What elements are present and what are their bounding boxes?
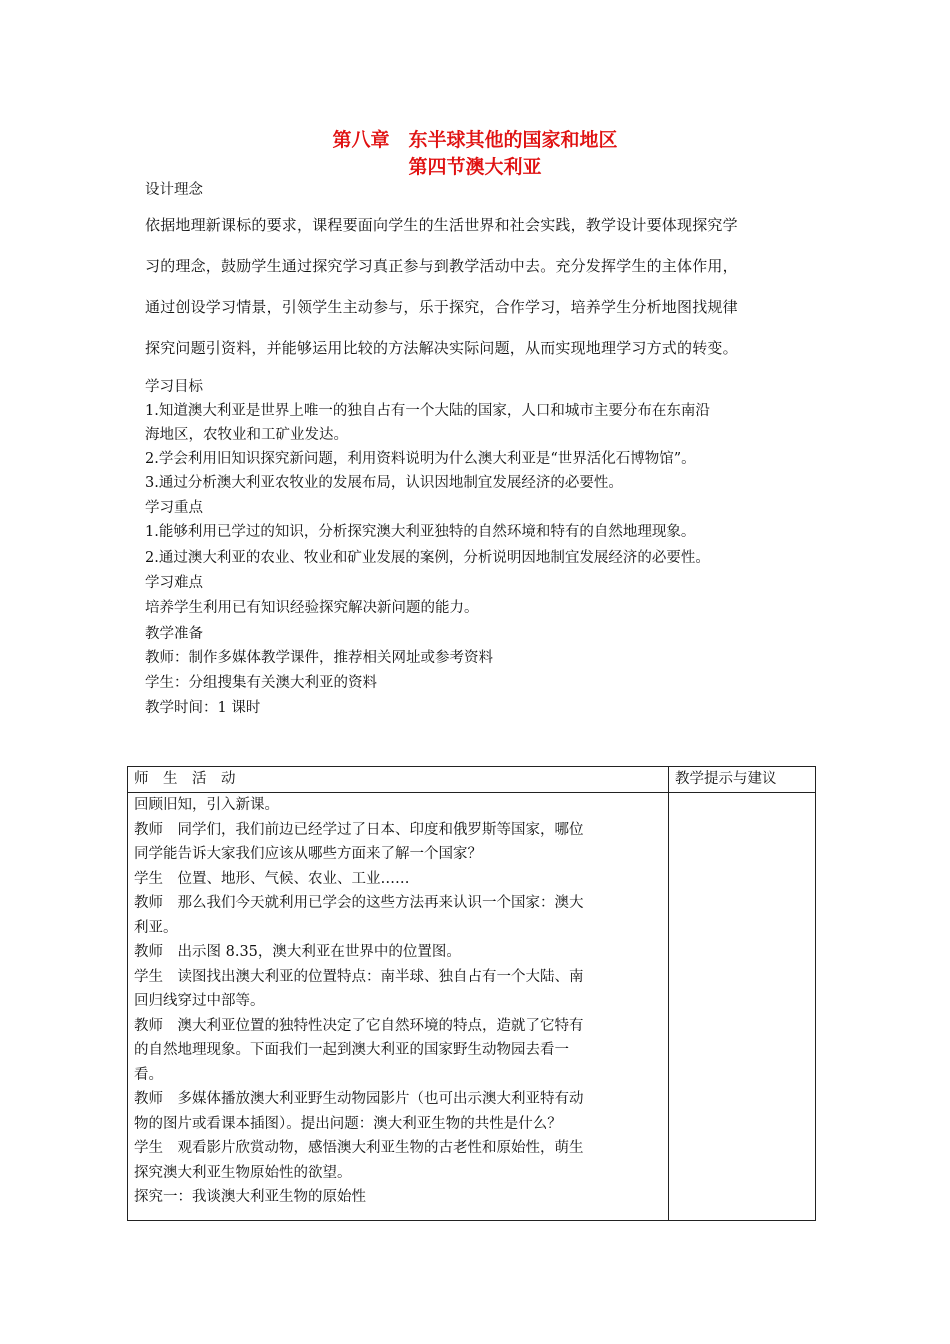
activity-line: 利亚。 xyxy=(134,919,178,936)
key-points-heading: 学习重点 xyxy=(145,500,203,516)
activity-line: 物的图片或看课本插图）。提出问题：澳大利亚生物的共性是什么？ xyxy=(134,1115,562,1132)
activity-line: 学生 观看影片欣赏动物，感悟澳大利亚生物的古老性和原始性，萌生 xyxy=(134,1140,584,1156)
chapter-title: 第八章 东半球其他的国家和地区 xyxy=(332,129,618,151)
activity-line: 教师 出示图 8.35，澳大利亚在世界中的位置图。 xyxy=(134,944,461,960)
activity-line: 学生 位置、地形、气候、农业、工业…… xyxy=(134,870,410,887)
design-concept-line: 习的理念，鼓励学生通过探究学习真正参与到教学活动中去。充分发挥学生的主体作用， xyxy=(145,257,738,275)
key-point-line: 1.能够利用已学过的知识，分析探究澳大利亚独特的自然环境和特有的自然地理现象。 xyxy=(145,524,696,540)
activity-line: 教师 澳大利亚位置的独特性决定了它自然环境的特点，造就了它特有 xyxy=(134,1017,584,1034)
preparation-line: 教师：制作多媒体教学课件，推荐相关网址或参考资料 xyxy=(145,650,493,666)
design-concept-line: 依据地理新课标的要求，课程要面向学生的生活世界和社会实践，教学设计要体现探究学 xyxy=(145,216,738,234)
activity-line: 探究澳大利亚生物原始性的欲望。 xyxy=(134,1164,352,1181)
objective-line: 2.学会利用旧知识探究新问题，利用资料说明为什么澳大利亚是“世界活化石博物馆”。 xyxy=(145,451,696,467)
activities-cell xyxy=(128,793,669,1221)
design-concept-line: 通过创设学习情景，引领学生主动参与，乐于探究，合作学习，培养学生分析地图找规律 xyxy=(145,298,738,316)
suggestions-header: 教学提示与建议 xyxy=(669,767,816,793)
lesson-time: 教学时间：1 课时 xyxy=(145,700,261,716)
activity-line: 探究一：我谈澳大利亚生物的原始性 xyxy=(134,1189,366,1205)
table-row xyxy=(128,793,816,1221)
objective-line: 3.通过分析澳大利亚农牧业的发展布局，认识因地制宜发展经济的必要性。 xyxy=(145,475,623,491)
activity-line: 的自然地理现象。下面我们一起到澳大利亚的国家野生动物园去看一 xyxy=(134,1042,569,1058)
design-concept-line: 探究问题引资料，并能够运用比较的方法解决实际问题，从而实现地理学习方式的转变。 xyxy=(145,339,738,357)
preparation-line: 学生：分组搜集有关澳大利亚的资料 xyxy=(145,675,377,691)
difficulty-line: 培养学生利用已有知识经验探究解决新问题的能力。 xyxy=(145,600,479,616)
objective-line: 海地区，农牧业和工矿业发达。 xyxy=(145,427,348,443)
activities-header: 师 生 活 动 xyxy=(128,767,669,793)
activity-line: 教师 同学们，我们前边已经学过了日本、印度和俄罗斯等国家，哪位 xyxy=(134,821,584,838)
key-point-line: 2.通过澳大利亚的农业、牧业和矿业发展的案例，分析说明因地制宜发展经济的必要性。 xyxy=(145,550,710,566)
table-header-row xyxy=(128,767,816,793)
activity-line: 同学能告诉大家我们应该从哪些方面来了解一个国家？ xyxy=(134,846,482,862)
preparation-heading: 教学准备 xyxy=(145,626,203,642)
lesson-table xyxy=(127,766,816,1221)
objective-line: 1.知道澳大利亚是世界上唯一的独自占有一个大陆的国家，人口和城市主要分布在东南沿 xyxy=(145,403,710,419)
activity-line: 回顾旧知，引入新课。 xyxy=(134,797,279,813)
design-concept-heading: 设计理念 xyxy=(145,182,203,198)
suggestions-cell xyxy=(669,793,816,1221)
activity-line: 回归线穿过中部等。 xyxy=(134,993,265,1009)
activity-line: 看。 xyxy=(134,1066,163,1083)
section-title: 第四节澳大利亚 xyxy=(408,156,542,178)
activity-line: 教师 那么我们今天就利用已学会的这些方法再来认识一个国家：澳大 xyxy=(134,895,584,911)
activity-line: 学生 读图找出澳大利亚的位置特点：南半球、独自占有一个大陆、南 xyxy=(134,968,584,985)
objectives-heading: 学习目标 xyxy=(145,379,203,395)
difficulties-heading: 学习难点 xyxy=(145,575,203,591)
activity-line: 教师 多媒体播放澳大利亚野生动物园影片（也可出示澳大利亚特有动 xyxy=(134,1091,584,1107)
